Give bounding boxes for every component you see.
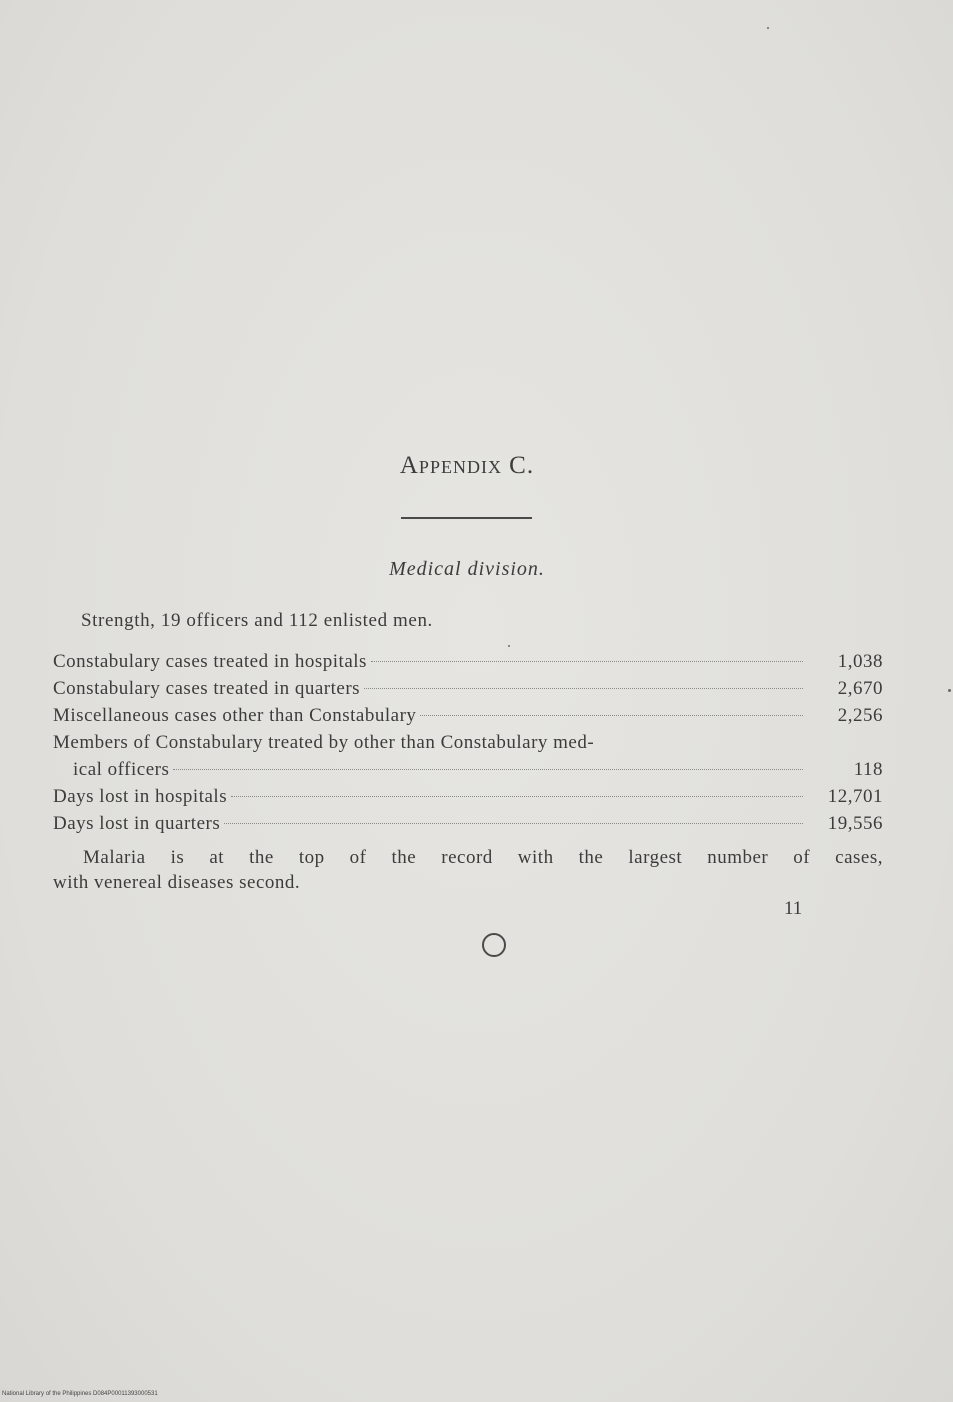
row-label: Members of Constabulary treated by other than Constabulary med-	[53, 732, 595, 753]
dot-leader	[224, 823, 803, 824]
row-value: 118	[853, 759, 883, 780]
table-row	[53, 702, 883, 729]
statistics-table	[53, 648, 883, 837]
table-row	[53, 648, 883, 675]
library-credit: National Library of the Philippines D084P00011393000531	[2, 1391, 158, 1397]
table-row	[53, 810, 883, 837]
table-row	[53, 756, 883, 783]
section-subheading: Medical division.	[389, 558, 545, 580]
row-label: Constabulary cases treated in quarters	[53, 678, 361, 699]
dust-speck	[508, 645, 510, 647]
paragraph-line: with venereal diseases second.	[53, 872, 301, 893]
dot-leader	[420, 715, 803, 716]
dot-leader	[364, 688, 803, 689]
row-label: Miscellaneous cases other than Constabulary	[53, 705, 417, 726]
dust-speck	[948, 689, 951, 692]
row-label-continuation: ical officers	[73, 759, 170, 780]
row-label: Days lost in hospitals	[53, 786, 228, 807]
table-row	[53, 675, 883, 702]
appendix-heading: Appendix C.	[399, 452, 535, 479]
strength-line: Strength, 19 officers and 112 enlisted men.	[81, 610, 433, 631]
paragraph-line: Malaria is at the top of the record with the largest number of cases,	[83, 847, 883, 868]
row-value: 2,256	[837, 705, 883, 726]
summary-paragraph	[53, 845, 883, 895]
dust-speck	[767, 27, 769, 29]
row-value: 1,038	[837, 651, 883, 672]
dot-leader	[173, 769, 803, 770]
dot-leader	[231, 796, 803, 797]
row-value: 12,701	[827, 786, 883, 807]
row-label: Constabulary cases treated in hospitals	[53, 651, 367, 672]
heading-divider	[401, 517, 532, 519]
page-number: 11	[784, 898, 803, 919]
row-value: 2,670	[837, 678, 883, 699]
table-row	[53, 729, 883, 756]
row-label: Days lost in quarters	[53, 813, 221, 834]
row-value: 19,556	[827, 813, 883, 834]
dot-leader	[371, 661, 803, 662]
circle-ornament	[482, 933, 506, 957]
table-row	[53, 783, 883, 810]
